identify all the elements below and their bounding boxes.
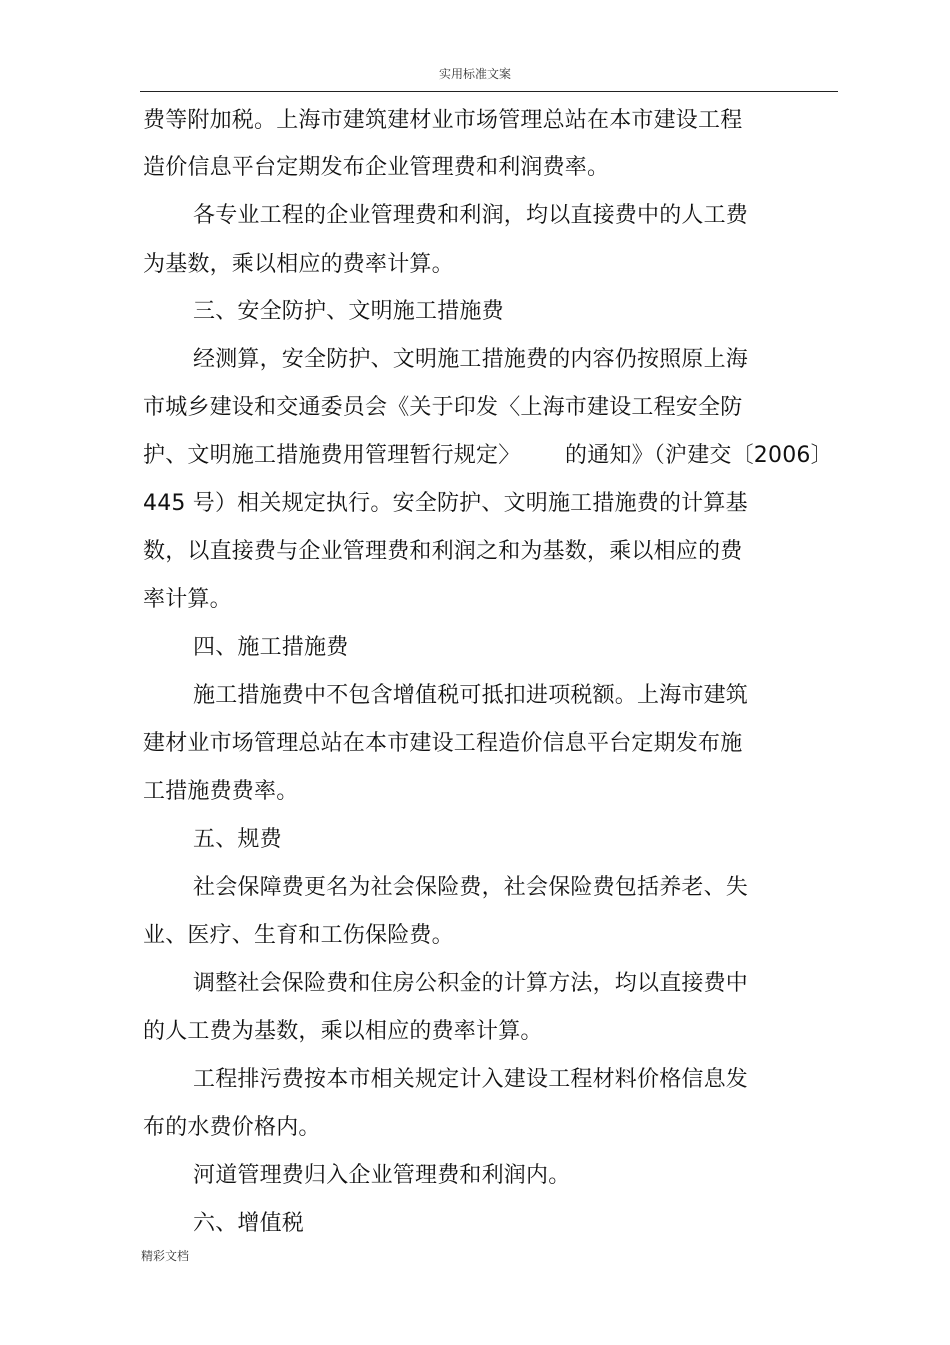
body-line: 工措施费费率。 bbox=[143, 779, 299, 804]
body-line: 护、文明施工措施费用管理暂行规定〉 bbox=[143, 443, 521, 468]
header-title: 实用标准文案 bbox=[438, 67, 511, 81]
body-line: 建材业市场管理总站在本市建设工程造价信息平台定期发布施 bbox=[143, 731, 743, 756]
section-heading: 六、增值税 bbox=[193, 1211, 305, 1236]
header-divider bbox=[140, 91, 838, 92]
paragraph-first-line: 社会保障费更名为社会保险费，社会保险费包括养老、失 bbox=[193, 875, 749, 900]
body-line-continuation: 的通知》（沪建交〔2006〕 bbox=[565, 443, 833, 468]
section-heading: 五、规费 bbox=[193, 827, 282, 852]
body-line: 为基数，乘以相应的费率计算。 bbox=[143, 252, 454, 277]
body-line: 业、医疗、生育和工伤保险费。 bbox=[143, 923, 454, 948]
paragraph-first-line: 调整社会保险费和住房公积金的计算方法，均以直接费中 bbox=[193, 971, 749, 996]
section-heading: 四、施工措施费 bbox=[193, 635, 349, 660]
body-line: 造价信息平台定期发布企业管理费和利润费率。 bbox=[143, 155, 610, 180]
body-line: 数，以直接费与企业管理费和利润之和为基数，乘以相应的费 bbox=[143, 539, 743, 564]
body-line: 布的水费价格内。 bbox=[143, 1115, 321, 1140]
body-line: 市城乡建设和交通委员会《关于印发〈上海市建设工程安全防 bbox=[143, 395, 743, 420]
body-line: 率计算。 bbox=[143, 587, 232, 612]
paragraph-first-line: 经测算，安全防护、文明施工措施费的内容仍按照原上海 bbox=[193, 347, 749, 372]
paragraph-first-line: 工程排污费按本市相关规定计入建设工程材料价格信息发 bbox=[193, 1067, 749, 1092]
paragraph-first-line: 施工措施费中不包含增值税可抵扣进项税额。上海市建筑 bbox=[193, 683, 749, 708]
body-line: 费等附加税。上海市建筑建材业市场管理总站在本市建设工程 bbox=[143, 108, 743, 133]
section-heading: 三、安全防护、文明施工措施费 bbox=[193, 299, 504, 324]
page-footer: 精彩文档 bbox=[141, 1249, 190, 1263]
body-line: 的人工费为基数，乘以相应的费率计算。 bbox=[143, 1019, 543, 1044]
body-line: 445 号）相关规定执行。安全防护、文明施工措施费的计算基 bbox=[143, 491, 748, 516]
paragraph-first-line: 各专业工程的企业管理费和利润，均以直接费中的人工费 bbox=[193, 203, 749, 228]
paragraph-first-line: 河道管理费归入企业管理费和利润内。 bbox=[193, 1163, 571, 1188]
